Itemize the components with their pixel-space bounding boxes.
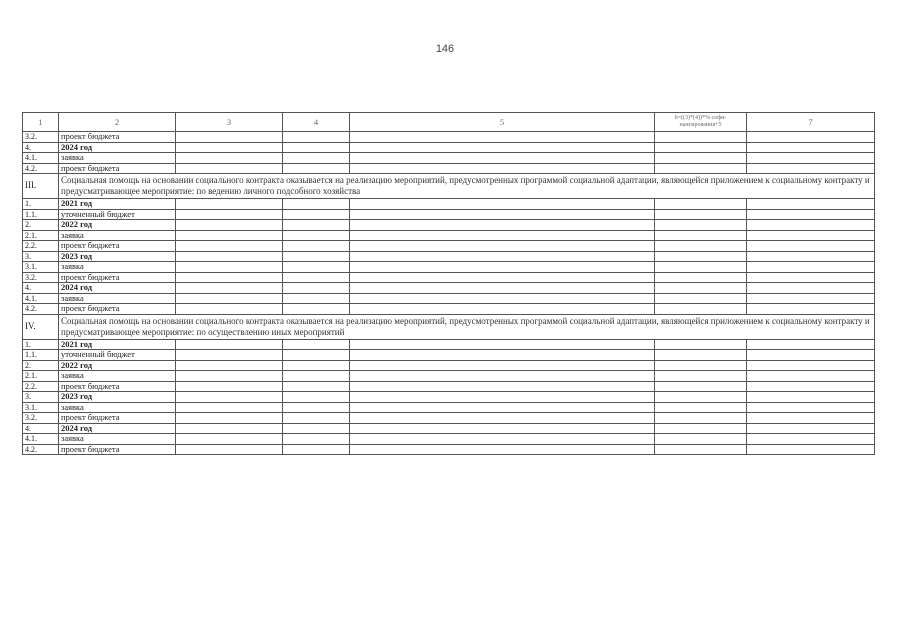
row-label: проект бюджета bbox=[59, 272, 176, 283]
empty-cell-col-6 bbox=[655, 413, 747, 424]
empty-cell-col-6 bbox=[655, 381, 747, 392]
empty-cell-col-3 bbox=[176, 423, 283, 434]
row-label: заявка bbox=[59, 262, 176, 273]
empty-cell-col-5 bbox=[350, 392, 655, 403]
row-number: 3. bbox=[23, 251, 59, 262]
empty-cell-col-5 bbox=[350, 413, 655, 424]
empty-cell-col-3 bbox=[176, 350, 283, 361]
empty-cell-col-7 bbox=[747, 413, 875, 424]
row-number: 2.1. bbox=[23, 230, 59, 241]
empty-cell-col-3 bbox=[176, 304, 283, 315]
table-row bbox=[23, 163, 875, 174]
year-label: 2023 год bbox=[59, 392, 176, 403]
row-label: проект бюджета bbox=[59, 163, 176, 174]
row-number: 1. bbox=[23, 199, 59, 210]
year-label: 2022 год bbox=[59, 360, 176, 371]
empty-cell-col-4 bbox=[283, 153, 350, 164]
table-row bbox=[23, 220, 875, 231]
empty-cell-col-3 bbox=[176, 262, 283, 273]
empty-cell-col-3 bbox=[176, 220, 283, 231]
empty-cell-col-6 bbox=[655, 371, 747, 382]
table-row bbox=[23, 283, 875, 294]
table-row bbox=[23, 339, 875, 350]
empty-cell-col-4 bbox=[283, 381, 350, 392]
table-row bbox=[23, 262, 875, 273]
row-number: 1. bbox=[23, 339, 59, 350]
empty-cell-col-7 bbox=[747, 241, 875, 252]
empty-cell-col-7 bbox=[747, 434, 875, 445]
table-row bbox=[23, 209, 875, 220]
empty-cell-col-5 bbox=[350, 444, 655, 455]
row-number: 4. bbox=[23, 283, 59, 294]
row-number: 4.2. bbox=[23, 304, 59, 315]
header-cell-5: 5 bbox=[350, 113, 655, 132]
empty-cell-col-3 bbox=[176, 163, 283, 174]
empty-cell-col-5 bbox=[350, 402, 655, 413]
header-cell-3: 3 bbox=[176, 113, 283, 132]
section-row bbox=[23, 314, 875, 339]
empty-cell-col-6 bbox=[655, 220, 747, 231]
year-label: 2024 год bbox=[59, 283, 176, 294]
empty-cell-col-3 bbox=[176, 293, 283, 304]
empty-cell-col-4 bbox=[283, 293, 350, 304]
empty-cell-col-4 bbox=[283, 350, 350, 361]
empty-cell-col-4 bbox=[283, 241, 350, 252]
empty-cell-col-3 bbox=[176, 434, 283, 445]
empty-cell-col-5 bbox=[350, 262, 655, 273]
empty-cell-col-6 bbox=[655, 293, 747, 304]
empty-cell-col-6 bbox=[655, 283, 747, 294]
empty-cell-col-6 bbox=[655, 199, 747, 210]
section-description: Социальная помощь на основании социального контракта оказывается на реализацию мероприятий, предусмотренных программой социальной адаптации, являющейся приложением к социальному контракту и предусматривающее мероприятие: по ведению личного подсобного хозяйства bbox=[59, 174, 875, 199]
row-label: заявка bbox=[59, 293, 176, 304]
row-number: 3.2. bbox=[23, 132, 59, 143]
empty-cell-col-4 bbox=[283, 304, 350, 315]
table-row bbox=[23, 423, 875, 434]
row-number: 2. bbox=[23, 220, 59, 231]
empty-cell-col-4 bbox=[283, 142, 350, 153]
empty-cell-col-4 bbox=[283, 413, 350, 424]
empty-cell-col-3 bbox=[176, 283, 283, 294]
empty-cell-col-4 bbox=[283, 444, 350, 455]
empty-cell-col-6 bbox=[655, 241, 747, 252]
empty-cell-col-7 bbox=[747, 423, 875, 434]
empty-cell-col-4 bbox=[283, 423, 350, 434]
empty-cell-col-7 bbox=[747, 402, 875, 413]
row-number: 3.2. bbox=[23, 272, 59, 283]
section-description: Социальная помощь на основании социального контракта оказывается на реализацию мероприятий, предусмотренных программой социальной адаптации, являющейся приложением к социальному контракту и предусматривающее мероприятие: по осуществлению иных мероприятий bbox=[59, 314, 875, 339]
table-row bbox=[23, 402, 875, 413]
empty-cell-col-7 bbox=[747, 230, 875, 241]
empty-cell-col-7 bbox=[747, 371, 875, 382]
row-number: 2.1. bbox=[23, 371, 59, 382]
empty-cell-col-4 bbox=[283, 132, 350, 143]
row-label: уточненный бюджет bbox=[59, 350, 176, 361]
empty-cell-col-3 bbox=[176, 444, 283, 455]
year-label: 2024 год bbox=[59, 142, 176, 153]
year-label: 2022 год bbox=[59, 220, 176, 231]
table-body bbox=[23, 113, 875, 455]
section-number: IV. bbox=[23, 314, 59, 339]
table-row bbox=[23, 230, 875, 241]
empty-cell-col-7 bbox=[747, 262, 875, 273]
row-number: 3.1. bbox=[23, 262, 59, 273]
empty-cell-col-7 bbox=[747, 360, 875, 371]
empty-cell-col-4 bbox=[283, 251, 350, 262]
empty-cell-col-4 bbox=[283, 402, 350, 413]
empty-cell-col-5 bbox=[350, 220, 655, 231]
empty-cell-col-6 bbox=[655, 423, 747, 434]
row-number: 4.2. bbox=[23, 163, 59, 174]
table-row bbox=[23, 304, 875, 315]
empty-cell-col-6 bbox=[655, 360, 747, 371]
header-cell-4: 4 bbox=[283, 113, 350, 132]
year-label: 2021 год bbox=[59, 199, 176, 210]
empty-cell-col-5 bbox=[350, 360, 655, 371]
empty-cell-col-7 bbox=[747, 272, 875, 283]
row-label: уточненный бюджет bbox=[59, 209, 176, 220]
empty-cell-col-6 bbox=[655, 230, 747, 241]
empty-cell-col-5 bbox=[350, 272, 655, 283]
empty-cell-col-4 bbox=[283, 230, 350, 241]
empty-cell-col-3 bbox=[176, 230, 283, 241]
year-label: 2021 год bbox=[59, 339, 176, 350]
empty-cell-col-4 bbox=[283, 262, 350, 273]
empty-cell-col-4 bbox=[283, 371, 350, 382]
empty-cell-col-6 bbox=[655, 304, 747, 315]
empty-cell-col-3 bbox=[176, 402, 283, 413]
table-row bbox=[23, 132, 875, 143]
empty-cell-col-3 bbox=[176, 360, 283, 371]
row-label: заявка bbox=[59, 371, 176, 382]
row-label: проект бюджета bbox=[59, 381, 176, 392]
empty-cell-col-7 bbox=[747, 381, 875, 392]
empty-cell-col-6 bbox=[655, 163, 747, 174]
empty-cell-col-5 bbox=[350, 283, 655, 294]
header-row bbox=[23, 113, 875, 132]
header-cell-1: 1 bbox=[23, 113, 59, 132]
empty-cell-col-4 bbox=[283, 283, 350, 294]
empty-cell-col-7 bbox=[747, 153, 875, 164]
table-row bbox=[23, 413, 875, 424]
table-row bbox=[23, 392, 875, 403]
empty-cell-col-3 bbox=[176, 392, 283, 403]
empty-cell-col-7 bbox=[747, 304, 875, 315]
empty-cell-col-3 bbox=[176, 413, 283, 424]
row-label: заявка bbox=[59, 153, 176, 164]
empty-cell-col-6 bbox=[655, 153, 747, 164]
row-number: 3. bbox=[23, 392, 59, 403]
row-label: заявка bbox=[59, 434, 176, 445]
row-number: 2.2. bbox=[23, 241, 59, 252]
table-row bbox=[23, 350, 875, 361]
empty-cell-col-6 bbox=[655, 444, 747, 455]
empty-cell-col-6 bbox=[655, 402, 747, 413]
table-row bbox=[23, 153, 875, 164]
empty-cell-col-7 bbox=[747, 132, 875, 143]
empty-cell-col-7 bbox=[747, 163, 875, 174]
empty-cell-col-5 bbox=[350, 423, 655, 434]
empty-cell-col-5 bbox=[350, 142, 655, 153]
empty-cell-col-5 bbox=[350, 304, 655, 315]
year-label: 2023 год bbox=[59, 251, 176, 262]
table-row bbox=[23, 142, 875, 153]
row-number: 1.1. bbox=[23, 350, 59, 361]
row-number: 4. bbox=[23, 423, 59, 434]
row-label: заявка bbox=[59, 230, 176, 241]
page-number: 146 bbox=[435, 43, 455, 55]
empty-cell-col-6 bbox=[655, 272, 747, 283]
row-number: 3.1. bbox=[23, 402, 59, 413]
table-row bbox=[23, 381, 875, 392]
row-label: заявка bbox=[59, 402, 176, 413]
empty-cell-col-3 bbox=[176, 142, 283, 153]
empty-cell-col-6 bbox=[655, 142, 747, 153]
row-number: 2. bbox=[23, 360, 59, 371]
table-row bbox=[23, 371, 875, 382]
row-number: 2.2. bbox=[23, 381, 59, 392]
empty-cell-col-3 bbox=[176, 199, 283, 210]
empty-cell-col-4 bbox=[283, 360, 350, 371]
empty-cell-col-3 bbox=[176, 339, 283, 350]
empty-cell-col-3 bbox=[176, 241, 283, 252]
empty-cell-col-7 bbox=[747, 293, 875, 304]
empty-cell-col-6 bbox=[655, 209, 747, 220]
empty-cell-col-5 bbox=[350, 241, 655, 252]
empty-cell-col-3 bbox=[176, 153, 283, 164]
empty-cell-col-7 bbox=[747, 142, 875, 153]
empty-cell-col-5 bbox=[350, 381, 655, 392]
row-label: проект бюджета bbox=[59, 132, 176, 143]
empty-cell-col-3 bbox=[176, 272, 283, 283]
empty-cell-col-5 bbox=[350, 339, 655, 350]
row-number: 1.1. bbox=[23, 209, 59, 220]
empty-cell-col-6 bbox=[655, 392, 747, 403]
empty-cell-col-5 bbox=[350, 251, 655, 262]
empty-cell-col-4 bbox=[283, 392, 350, 403]
empty-cell-col-7 bbox=[747, 444, 875, 455]
header-cell-2: 2 bbox=[59, 113, 176, 132]
empty-cell-col-3 bbox=[176, 132, 283, 143]
table-row bbox=[23, 251, 875, 262]
empty-cell-col-4 bbox=[283, 209, 350, 220]
empty-cell-col-3 bbox=[176, 251, 283, 262]
empty-cell-col-7 bbox=[747, 199, 875, 210]
empty-cell-col-5 bbox=[350, 293, 655, 304]
empty-cell-col-6 bbox=[655, 262, 747, 273]
empty-cell-col-6 bbox=[655, 434, 747, 445]
empty-cell-col-5 bbox=[350, 350, 655, 361]
empty-cell-col-5 bbox=[350, 163, 655, 174]
row-number: 4.1. bbox=[23, 434, 59, 445]
row-label: проект бюджета bbox=[59, 241, 176, 252]
empty-cell-col-5 bbox=[350, 199, 655, 210]
table-row bbox=[23, 444, 875, 455]
empty-cell-col-5 bbox=[350, 434, 655, 445]
header-cell-7: 7 bbox=[747, 113, 875, 132]
empty-cell-col-4 bbox=[283, 199, 350, 210]
empty-cell-col-4 bbox=[283, 220, 350, 231]
empty-cell-col-6 bbox=[655, 132, 747, 143]
year-label: 2024 год bbox=[59, 423, 176, 434]
table-row bbox=[23, 241, 875, 252]
row-number: 4.1. bbox=[23, 293, 59, 304]
empty-cell-col-6 bbox=[655, 251, 747, 262]
row-label: проект бюджета bbox=[59, 304, 176, 315]
row-number: 4. bbox=[23, 142, 59, 153]
empty-cell-col-5 bbox=[350, 371, 655, 382]
table-row bbox=[23, 360, 875, 371]
header-cell-6: 6=((3)*(4))*% софи-нансирования+5 bbox=[655, 113, 747, 132]
empty-cell-col-7 bbox=[747, 350, 875, 361]
empty-cell-col-5 bbox=[350, 132, 655, 143]
empty-cell-col-7 bbox=[747, 209, 875, 220]
empty-cell-col-6 bbox=[655, 350, 747, 361]
budget-table bbox=[22, 112, 875, 455]
empty-cell-col-7 bbox=[747, 220, 875, 231]
empty-cell-col-4 bbox=[283, 434, 350, 445]
section-row bbox=[23, 174, 875, 199]
empty-cell-col-4 bbox=[283, 272, 350, 283]
empty-cell-col-3 bbox=[176, 371, 283, 382]
empty-cell-col-5 bbox=[350, 209, 655, 220]
row-number: 4.1. bbox=[23, 153, 59, 164]
empty-cell-col-3 bbox=[176, 209, 283, 220]
table-row bbox=[23, 272, 875, 283]
table-row bbox=[23, 434, 875, 445]
section-number: III. bbox=[23, 174, 59, 199]
table-row bbox=[23, 293, 875, 304]
empty-cell-col-3 bbox=[176, 381, 283, 392]
table-row bbox=[23, 199, 875, 210]
empty-cell-col-7 bbox=[747, 251, 875, 262]
empty-cell-col-5 bbox=[350, 230, 655, 241]
row-label: проект бюджета bbox=[59, 413, 176, 424]
empty-cell-col-6 bbox=[655, 339, 747, 350]
empty-cell-col-7 bbox=[747, 392, 875, 403]
empty-cell-col-7 bbox=[747, 339, 875, 350]
empty-cell-col-7 bbox=[747, 283, 875, 294]
empty-cell-col-5 bbox=[350, 153, 655, 164]
row-number: 4.2. bbox=[23, 444, 59, 455]
empty-cell-col-4 bbox=[283, 339, 350, 350]
row-label: проект бюджета bbox=[59, 444, 176, 455]
empty-cell-col-4 bbox=[283, 163, 350, 174]
row-number: 3.2. bbox=[23, 413, 59, 424]
